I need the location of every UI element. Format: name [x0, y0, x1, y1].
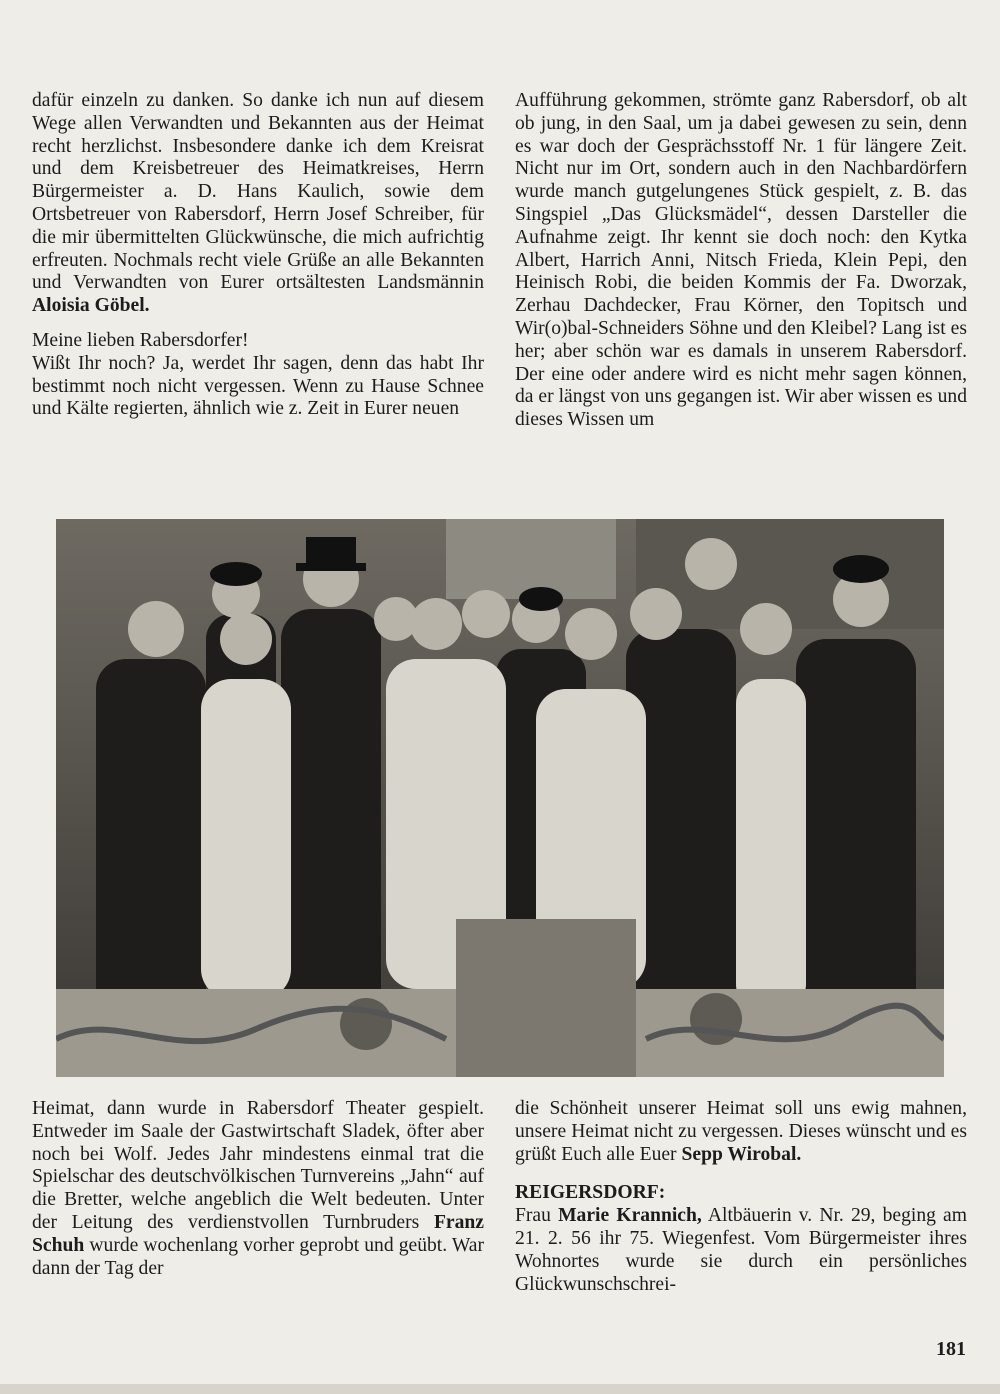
signature-sepp-wirobal: Sepp Wirobal.: [681, 1143, 802, 1165]
paragraph: dafür einzeln zu danken. So danke ich nun auf diesem Wege allen Verwandten und Bekannten aus der Heimat recht herzlichst. Insbesondere danke ich dem Kreisrat und dem Kreisbetreuer des Heimatkreises, Herrn Bürgermeister a. D. Hans Kaulich, sowie dem Ortsbetreuer von Rabersdorf, Herrn Josef Schreiber, für die mir übermittelten Glückwünsche, die mich aufrichtig erfreuten. Nochmals recht viele Grüße an alle Bekannten und Verwandten von Eurer ortsältesten Landsmännin Aloisia Göbel.: [32, 90, 484, 317]
name-franz-schuh: Franz Schuh: [32, 1211, 484, 1256]
signature-aloisia-goebel: Aloisia Göbel.: [32, 295, 150, 317]
section-heading-reigersdorf: REIGERSDORF:: [515, 1182, 666, 1204]
column-bottom-right: [515, 1098, 967, 1296]
name-marie-krannich: Marie Krannich,: [558, 1205, 702, 1227]
paragraph: Frau Marie Krannich, Altbäuerin v. Nr. 29, beging am 21. 2. 56 ihr 75. Wiegenfest. Vom Bürgermeister ihres Wohnortes wurde sie durch ein persönliches Glückwunschschrei-: [515, 1205, 967, 1295]
page-edge: [0, 1384, 1000, 1394]
column-top-right: [515, 90, 967, 432]
paragraph: Wißt Ihr noch? Ja, werdet Ihr sagen, denn das habt Ihr bestimmt noch nicht vergessen. Wenn zu Hause Schnee und Kälte regierten, ähnlich wie z. Zeit in Eurer neuen: [32, 352, 484, 420]
column-top-left: [32, 90, 484, 421]
greeting: Meine lieben Rabersdorfer!: [32, 329, 249, 351]
paragraph: Heimat, dann wurde in Rabersdorf Theater gespielt. Entweder im Saale der Gastwirtschaft Sladek, öfter aber noch bei Wolf. Jedes Jahr mindestens einmal trat die Spielschar des deutschvölkischen Turnvereins „Jahn“ auf die Bretter, welche angeblich die Welt bedeuten. Unter der Leitung des verdienstvollen Turnbruders Franz Schuh wurde wochenlang vorher geprobt und geübt. War dann der Tag der: [32, 1098, 484, 1279]
photo-illustration: [56, 519, 944, 1077]
theater-group-photo: [56, 519, 944, 1077]
column-bottom-left: [32, 1098, 484, 1280]
paragraph: Aufführung gekommen, strömte ganz Rabersdorf, ob alt ob jung, in den Saal, um ja dabei gewesen zu sein, denn es war doch der Gesprächsstoff Nr. 1 für längere Zeit. Nicht nur im Ort, sondern auch in den Nachbardörfern wurde manch gutgelungenes Stück gespielt, z. B. das Singspiel „Das Glücksmädel“, dessen Darsteller die Aufnahme zeigt. Ihr kennt sie doch noch: den Kytka Albert, Harrich Anni, Nitsch Frieda, Klein Pepi, den Heinisch Robi, die beiden Kommis der Fa. Dworzak, Zerhau Dachdecker, Frau Körner, den Topitsch und Wir(o)bal-Schneiders Söhne und den Kleibel? Lang ist es her; aber schön war es damals in unserem Rabersdorf. Der eine oder andere wird es nicht mehr sagen können, da er längst von uns gegangen ist. Wir aber wissen es und dieses Wissen um: [515, 90, 967, 431]
paragraph: die Schönheit unserer Heimat soll uns ewig mahnen, unsere Heimat nicht zu vergessen. Dieses wünscht und es grüßt Euch alle Euer Sepp Wirobal.: [515, 1098, 967, 1165]
page-number: 181: [936, 1338, 966, 1360]
